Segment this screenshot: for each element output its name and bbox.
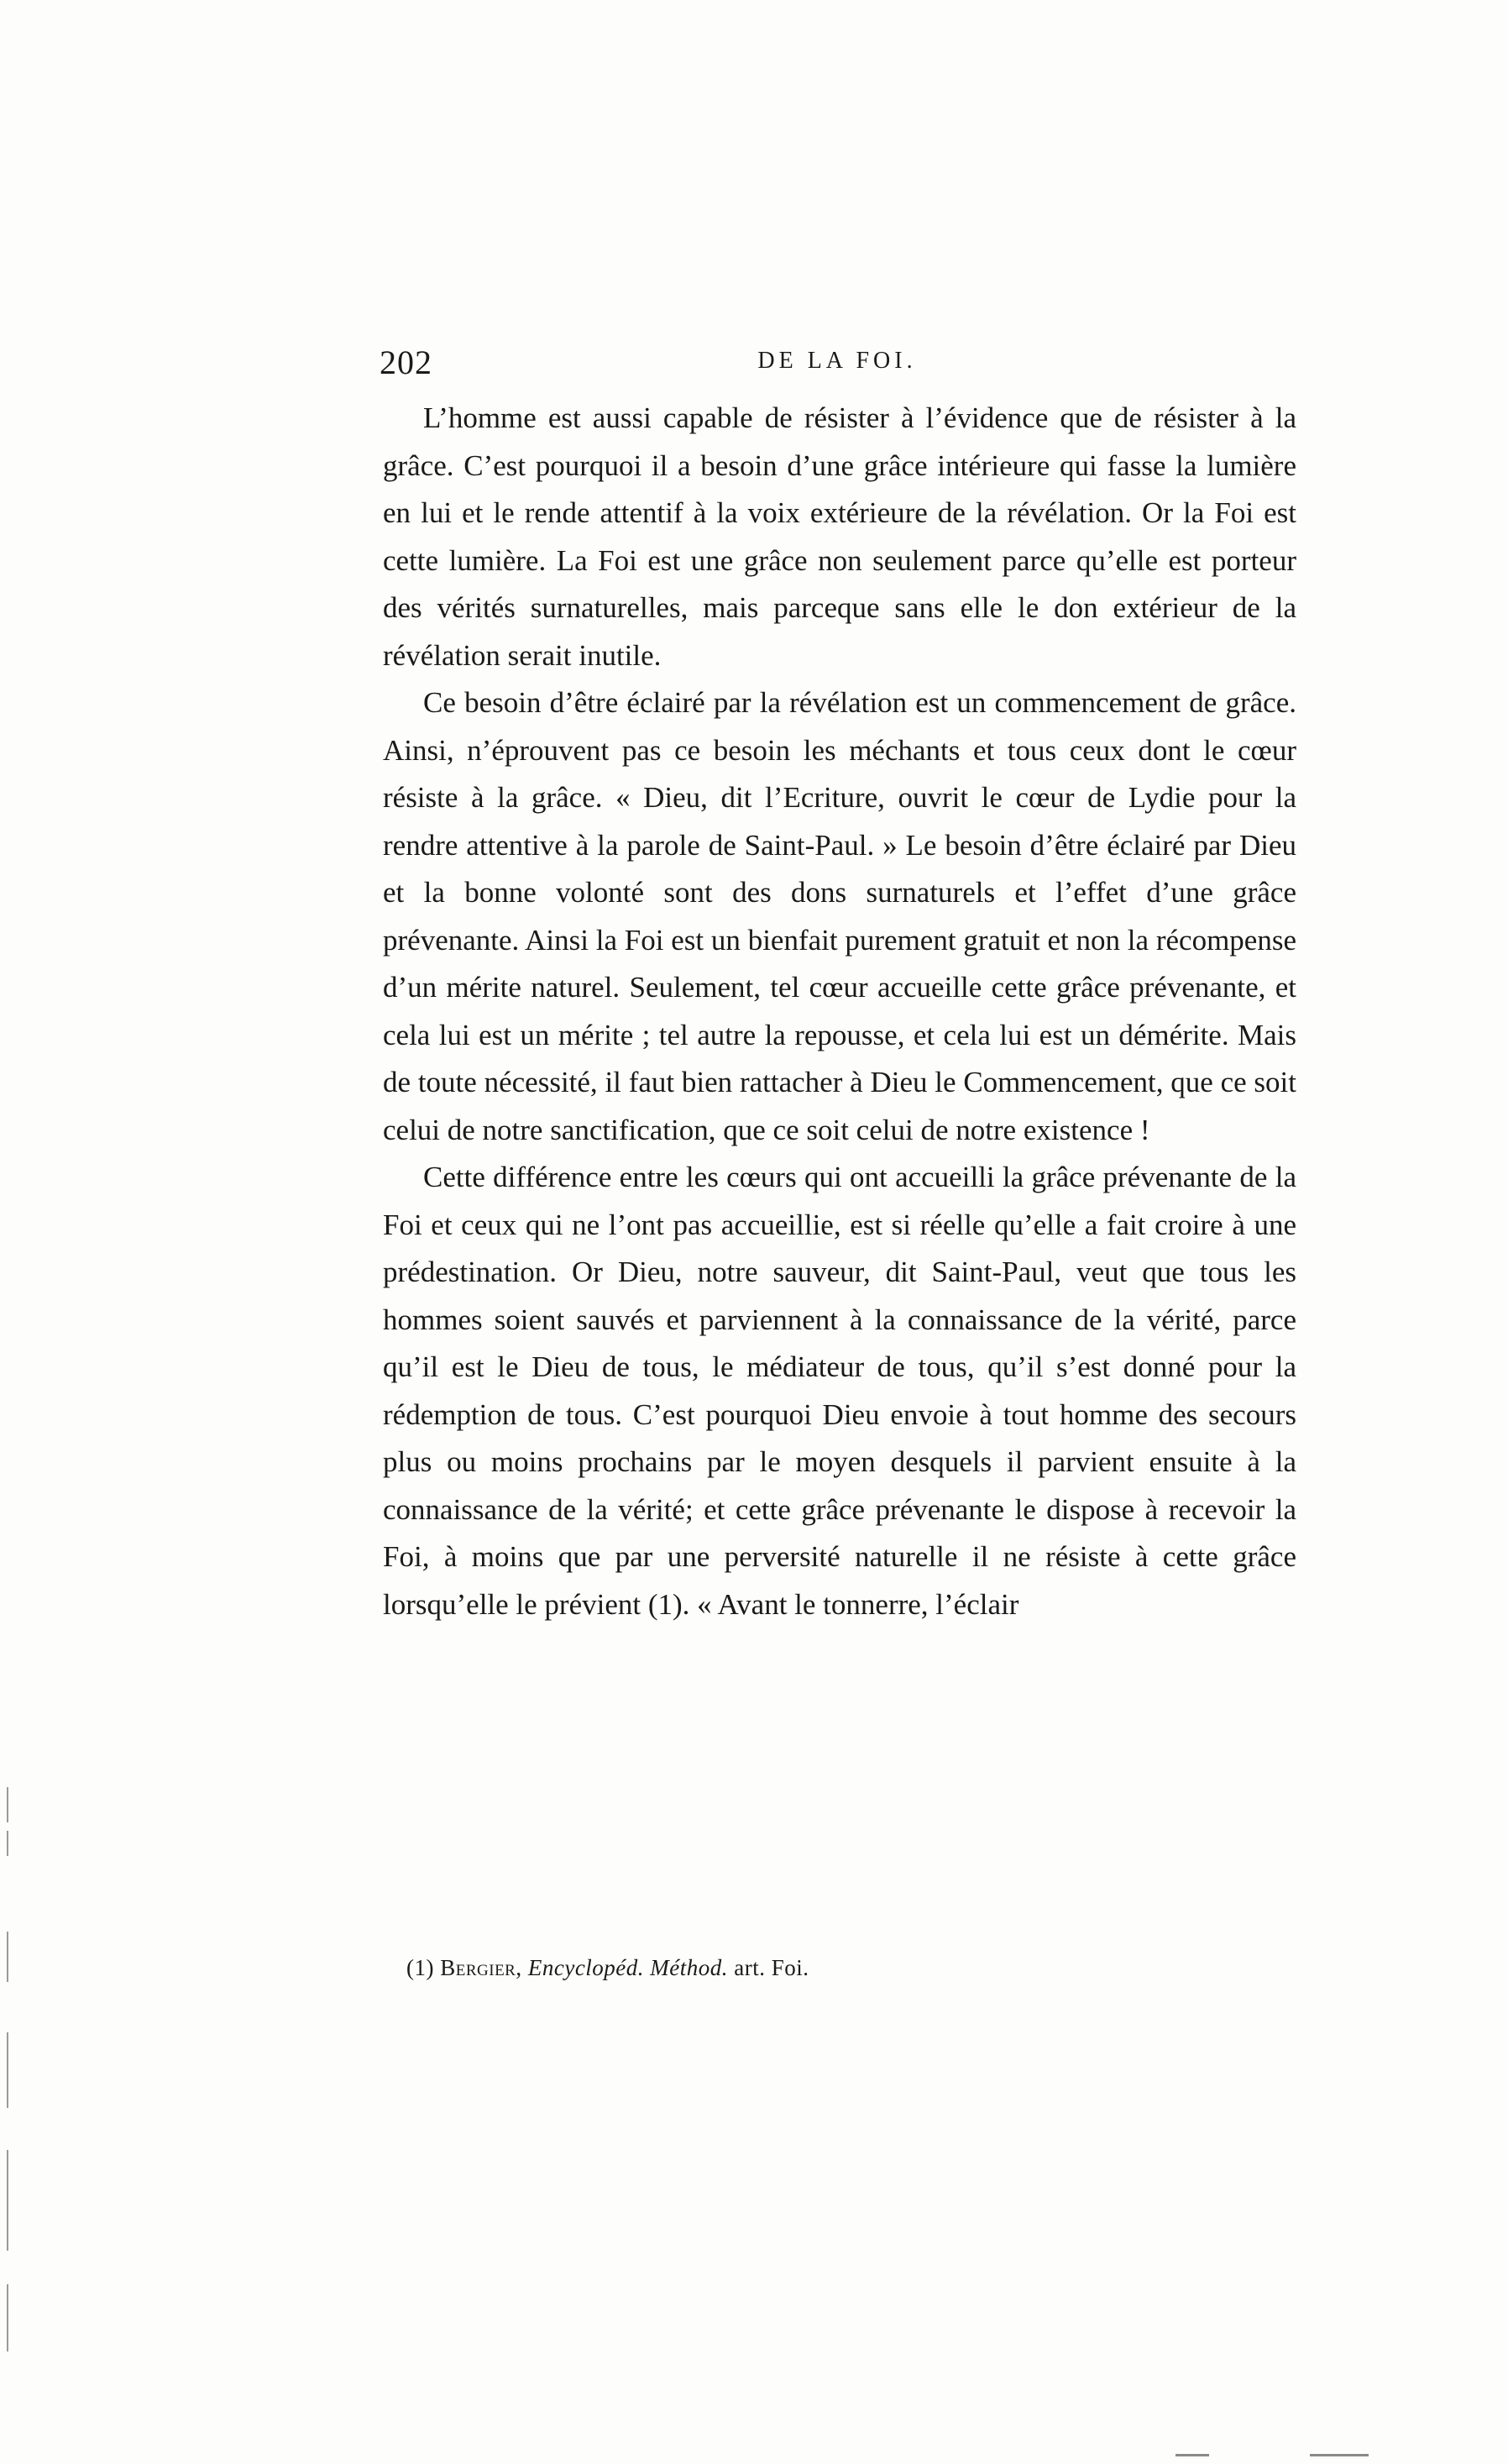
body-text xyxy=(383,395,1296,1628)
page-number: 202 xyxy=(380,343,432,381)
page-header xyxy=(380,343,1295,393)
footnote-marker: (1) xyxy=(406,1955,434,1980)
paragraph-2: Ce besoin d’être éclairé par la révélation est un commencement de grâce. Ainsi, n’éprouvent pas ce besoin les méchants et tous ceux dont le cœur résiste à la grâce. « Dieu, dit l’Ecriture, ouvrit le cœur de Lydie pour la rendre attentive à la parole de Saint-Paul. » Le besoin d’être éclairé par Dieu et la bonne volonté sont des dons surnaturels et l’effet d’une grâce prévenante. Ainsi la Foi est un bienfait purement gratuit et non la récompense d’un mérite naturel. Seulement, tel cœur accueille cette grâce prévenante, et cela lui est un mérite ; tel autre la repousse, et cela lui est un démérite. Mais de toute nécessité, il faut bien rattacher à Dieu le Commencement, que ce soit celui de notre sanctification, que ce soit celui de notre existence ! xyxy=(383,686,1296,1146)
scan-bottom-mark xyxy=(1310,2454,1369,2456)
footnote xyxy=(406,1953,1296,1983)
scan-edge-mark xyxy=(7,2284,8,2351)
scan-edge-mark xyxy=(7,1932,8,1982)
footnote-rest: art. Foi. xyxy=(734,1955,809,1980)
footnote-work: Encyclopéd. Méthod. xyxy=(527,1955,729,1980)
paragraph-1: L’homme est aussi capable de résister à l’évidence que de résister à la grâce. C’est pourquoi il a besoin d’une grâce intérieure qui fasse la lumière en lui et le rende attentif à la voix extérieure de la révélation. Or la Foi est cette lumière. La Foi est une grâce non seulement parce qu’elle est porteur des vérités surnaturelles, mais parceque sans elle le don extérieur de la révélation serait inutile. xyxy=(383,401,1296,672)
scan-bottom-mark xyxy=(1176,2454,1209,2456)
footnote-author: Bergier, xyxy=(440,1955,522,1980)
scan-edge-mark xyxy=(7,2150,8,2251)
scan-edge-mark xyxy=(7,1831,8,1856)
paragraph-3: Cette différence entre les cœurs qui ont accueilli la grâce prévenante de la Foi et ceux qui ne l’ont pas accueillie, est si réelle qu’elle a fait croire à une prédestination. Or Dieu, notre sauveur, dit Saint-Paul, veut que tous les hommes soient sauvés et parviennent à la connaissance de la vérité, parce qu’il est le Dieu de tous, le médiateur de tous, qu’il s’est donné pour la rédemption de tous. C’est pourquoi Dieu envoie à tout homme des secours plus ou moins prochains par le moyen desquels il parvient ensuite à la connaissance de la vérité; et cette grâce prévenante le dispose à recevoir la Foi, à moins que par une perversité naturelle il ne résiste à cette grâce lorsqu’elle le prévient (1). « Avant le tonnerre, l’éclair xyxy=(383,1161,1296,1621)
scan-edge-mark xyxy=(7,2032,8,2108)
running-head: DE LA FOI. xyxy=(757,348,917,374)
scan-edge-mark xyxy=(7,1787,8,1822)
